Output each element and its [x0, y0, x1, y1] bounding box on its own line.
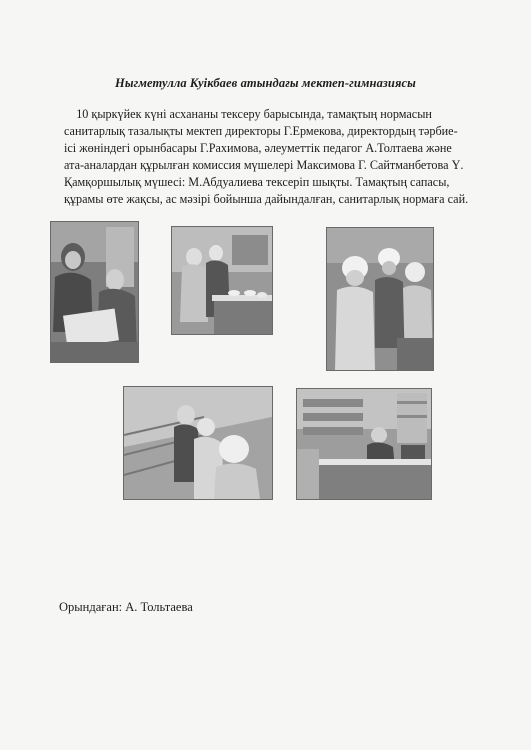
photo-kitchen-inspection-counter [171, 226, 273, 335]
photo-staff-reviewing-documents [50, 221, 139, 363]
page-title: Ныгметулла Куікбаев атындағы мектеп-гимназиясы [115, 76, 416, 90]
paragraph-line: ісі жөніндегі орынбасары Г.Рахимова, әлеуметтік педагог А.Толтаева және [64, 141, 452, 155]
report-paragraph [64, 106, 484, 208]
photo-inspectors-in-white-caps [326, 227, 434, 371]
photo-inspection-near-serving-shelves [123, 386, 273, 500]
paragraph-line: 10 қыркүйек күні асхананы тексеру барысында, тамақтың нормасын [64, 107, 432, 121]
photo-office-with-shelves-and-desk [296, 388, 432, 500]
paragraph-line: ата-аналардан құрылған комиссия мүшелері Максимова Г. Сайтманбетова Ү. [64, 158, 464, 172]
paragraph-line: Қамқоршылық мүшесі: М.Абдуалиева тексеріп шықты. Тамақтың сапасы, [64, 175, 450, 189]
paragraph-line: құрамы өте жақсы, ас мәзірі бойынша дайындалған, санитарлық нормаға сай. [64, 192, 469, 206]
paragraph-line: санитарлық тазалықты мектеп директоры Г.Ермекова, директордың тәрбие- [64, 124, 458, 138]
signature-line: Орындаған: А. Тольтаева [59, 600, 193, 614]
